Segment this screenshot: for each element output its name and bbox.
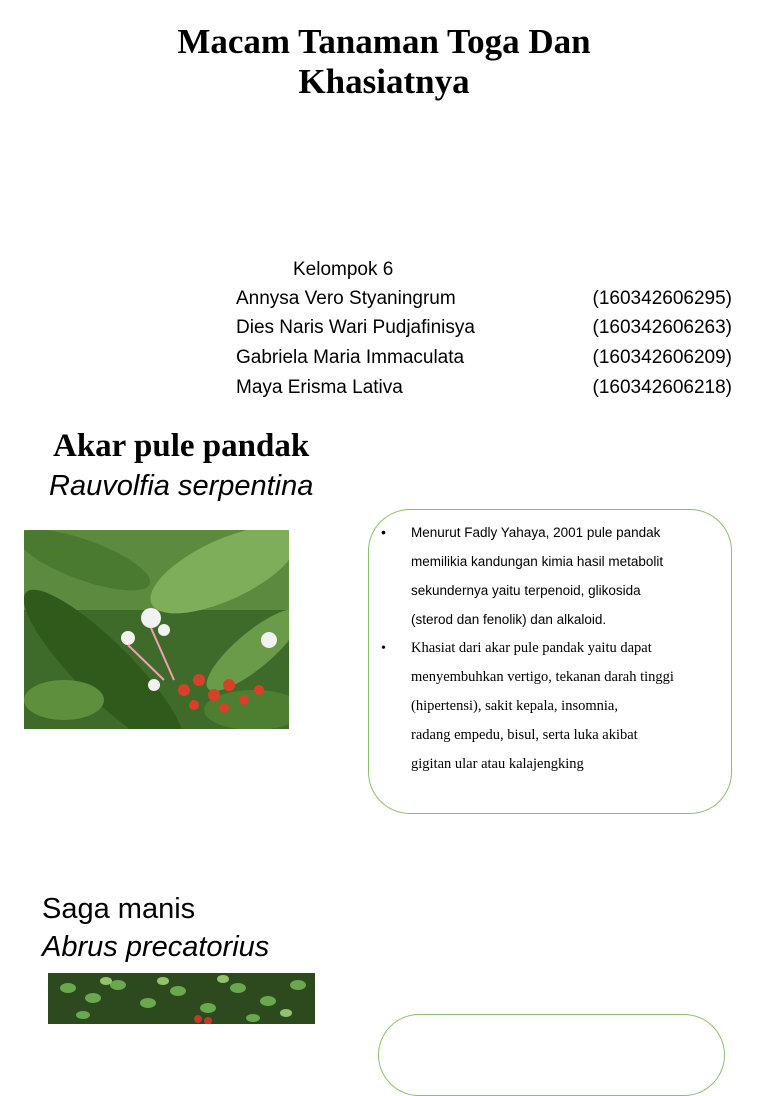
bullet-line: sekundernya yaitu terpenoid, glikosida (411, 583, 641, 598)
pule-pandak-photo (24, 530, 289, 729)
info-box-pule-pandak (368, 509, 732, 814)
info-list (369, 510, 731, 779)
member-id: (160342606295) (592, 288, 732, 309)
member-id: (160342606209) (592, 347, 732, 368)
bullet-line: memilikia kandungan kimia hasil metabolit (411, 554, 664, 569)
member-name: Maya Erisma Lativa (236, 377, 403, 398)
info-bullet-benefits (381, 634, 721, 779)
member-id: (160342606263) (592, 317, 732, 338)
bullet-line: • Khasiat dari akar pule pandak yaitu dapat (411, 640, 652, 656)
member-id: (160342606218) (592, 377, 732, 398)
member-row (236, 377, 732, 399)
section-title-saga-manis: Saga manis (42, 893, 196, 925)
member-name: Annysa Vero Styaningrum (236, 288, 456, 309)
section-latin-name: Rauvolfia serpentina (49, 470, 314, 502)
bullet-line: (hipertensi), sakit kepala, insomnia, (411, 698, 618, 714)
page-title (0, 22, 768, 102)
page-title-line-1: Macam Tanaman Toga Dan (177, 22, 591, 61)
page-title-line-2: Khasiatnya (298, 62, 470, 101)
info-box-saga-manis (378, 1014, 725, 1096)
info-bullet-composition (381, 518, 721, 634)
bullet-line: (sterod dan fenolik) dan alkaloid. (411, 612, 607, 627)
bullet-line: menyembuhkan vertigo, tekanan darah tinggi (411, 669, 674, 685)
bullet-line: gigitan ular atau kalajengking (411, 756, 584, 772)
member-row (236, 317, 732, 339)
group-label: Kelompok 6 (293, 259, 394, 280)
section-latin-name-2: Abrus precatorius (42, 931, 270, 963)
bullet-line: radang empedu, bisul, serta luka akibat (411, 727, 638, 743)
bullet-line: • Menurut Fadly Yahaya, 2001 pule pandak (411, 525, 661, 540)
saga-manis-photo (48, 973, 315, 1024)
member-name: Dies Naris Wari Pudjafinisya (236, 317, 475, 338)
section-title-pule-pandak: Akar pule pandak (53, 428, 310, 464)
member-name: Gabriela Maria Immaculata (236, 347, 465, 368)
member-row (236, 347, 732, 369)
member-row (236, 288, 732, 310)
